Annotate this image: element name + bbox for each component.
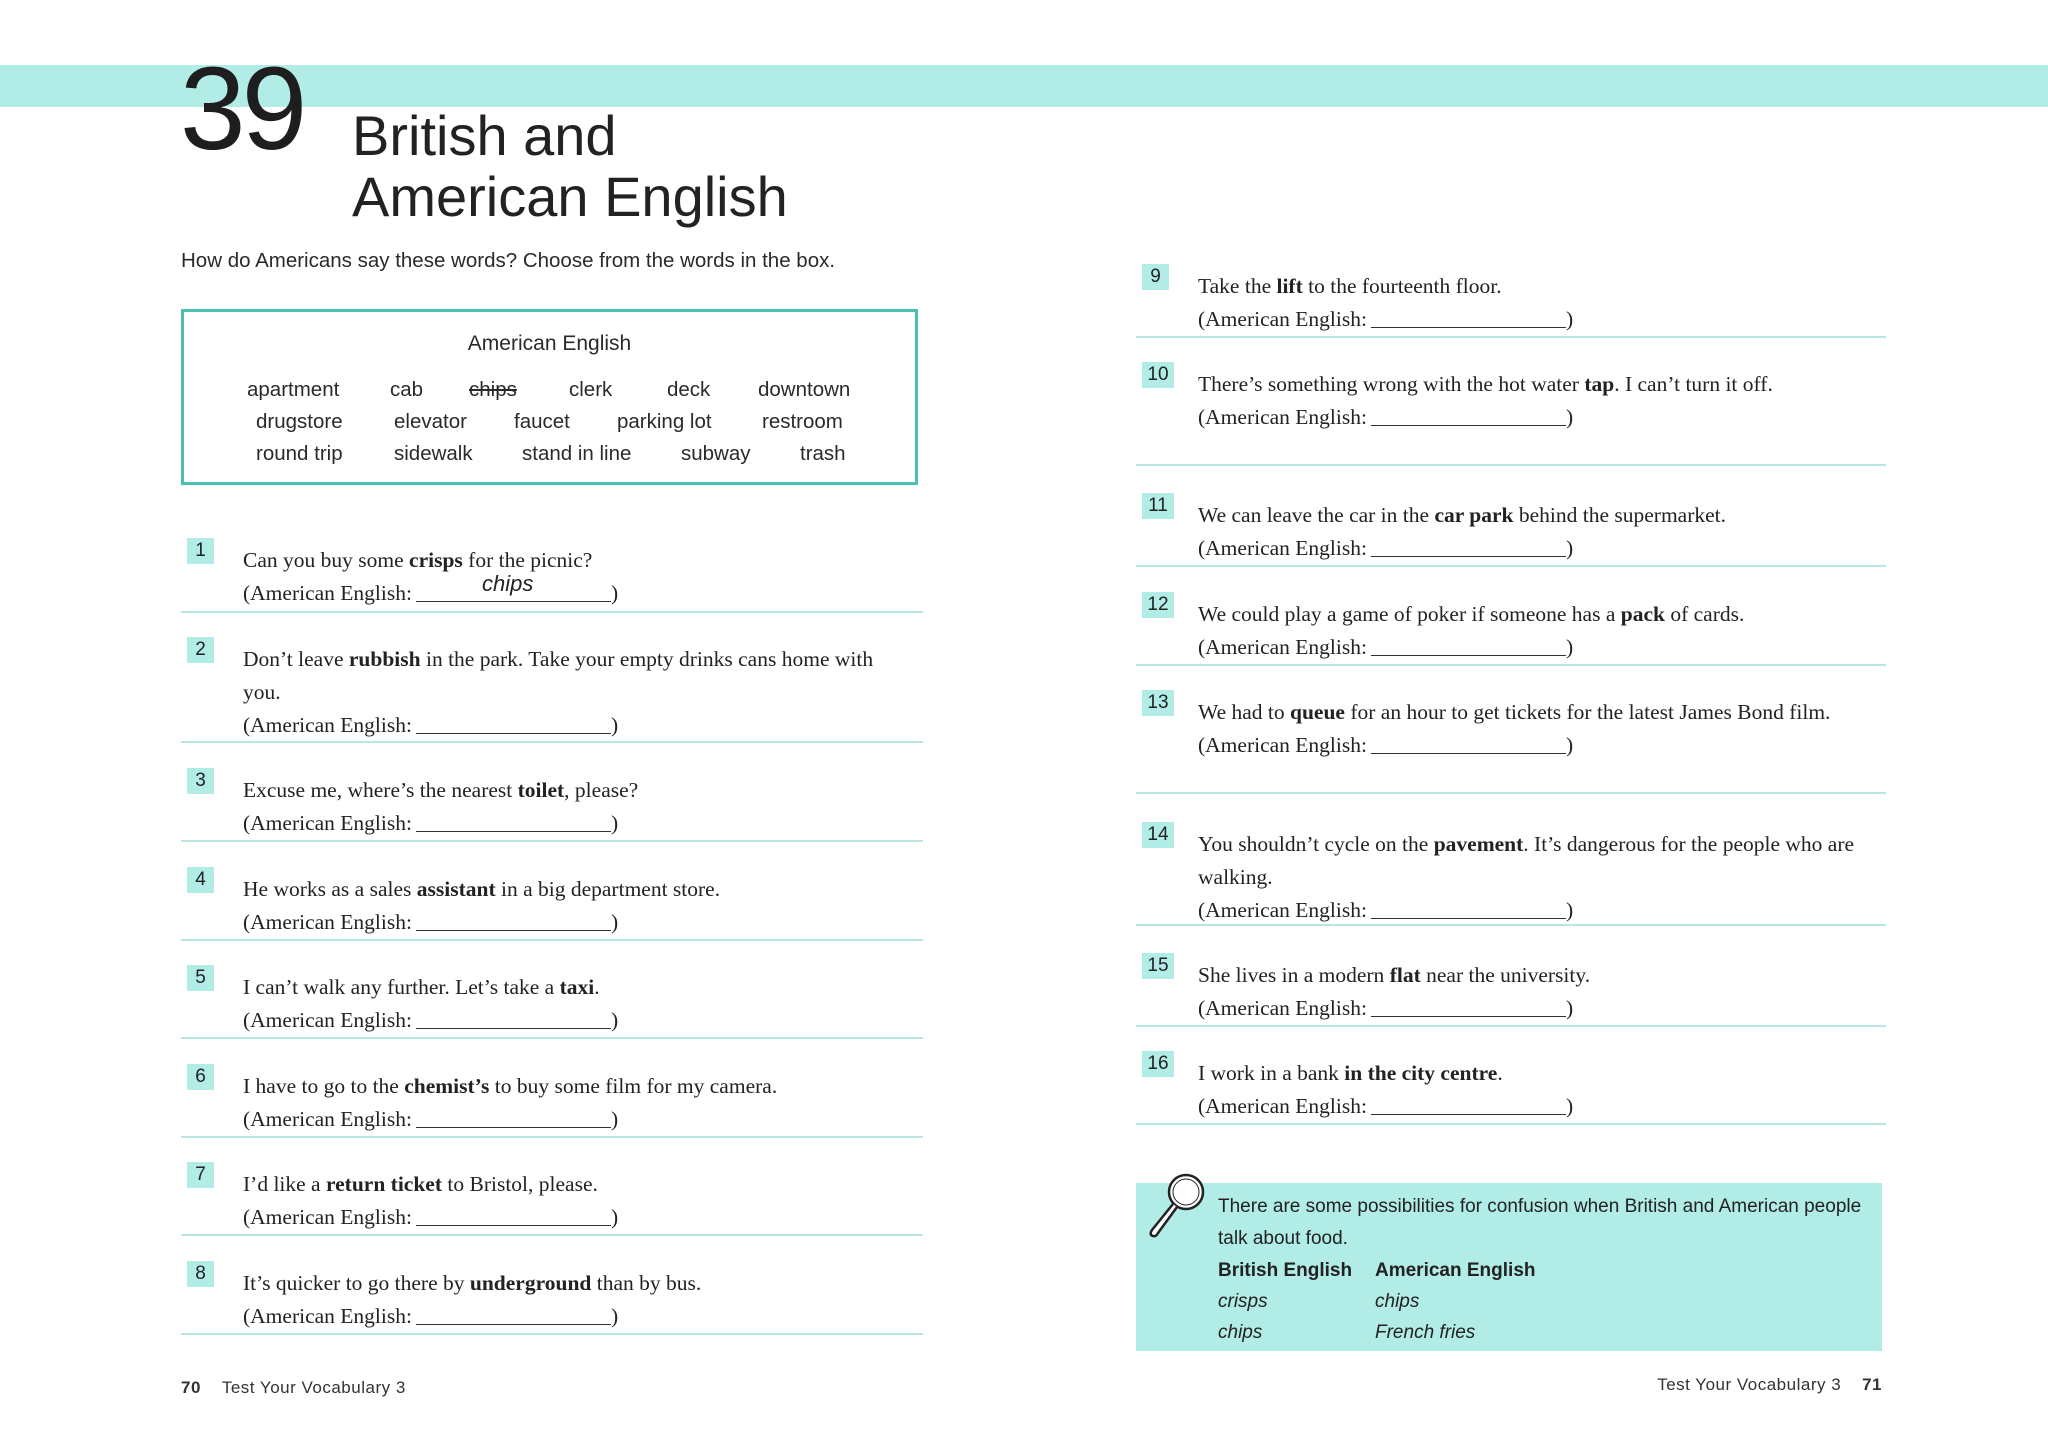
unit-title-line2: American English — [352, 165, 788, 228]
question-16 — [1136, 1043, 1886, 1125]
word-box-word: faucet — [514, 410, 570, 433]
question-text: There’s something wrong with the hot water tap. I can’t turn it off. (American English: ) — [1198, 372, 1773, 429]
answer-blank[interactable] — [416, 906, 611, 931]
question-number: 13 — [1142, 690, 1174, 716]
target-word: crisps — [409, 548, 463, 572]
word-box-word: stand in line — [522, 442, 632, 465]
question-number: 7 — [187, 1162, 214, 1188]
question-11 — [1136, 485, 1886, 567]
question-number: 14 — [1142, 822, 1174, 848]
tip-cell: crisps — [1218, 1291, 1268, 1312]
instruction: How do Americans say these words? Choose from the words in the box. — [181, 249, 836, 272]
target-word: flat — [1389, 963, 1421, 987]
question-10 — [1136, 354, 1886, 466]
page-number: 71 — [1862, 1375, 1882, 1394]
question-text: Take the lift to the fourteenth floor. (American English: ) — [1198, 274, 1574, 331]
question-text: I have to go to the chemist’s to buy some film for my camera. (American English: ) — [243, 1074, 778, 1131]
answer-blank[interactable] — [1371, 729, 1566, 754]
target-word: underground — [469, 1271, 592, 1295]
target-word: assistant — [416, 877, 496, 901]
question-7 — [181, 1154, 923, 1236]
footer-right — [1657, 1375, 1882, 1395]
answer-blank[interactable] — [1371, 401, 1566, 426]
tip-cell: chips — [1218, 1322, 1263, 1343]
question-number: 10 — [1142, 362, 1174, 388]
target-word: chemist’s — [404, 1074, 490, 1098]
word-box-word: elevator — [394, 410, 467, 433]
word-box-word: trash — [800, 442, 846, 465]
question-number: 6 — [187, 1064, 214, 1090]
question-text: We can leave the car in the car park behind the supermarket. (American English: ) — [1198, 503, 1727, 560]
question-number: 4 — [187, 867, 214, 893]
unit-number: 39 — [180, 43, 304, 175]
word-box-word: restroom — [762, 410, 843, 433]
book-title: Test Your Vocabulary 3 — [221, 1378, 406, 1397]
word-box-word: clerk — [569, 378, 613, 401]
word-box-word: cab — [390, 378, 424, 401]
question-8 — [181, 1253, 923, 1335]
question-number: 16 — [1142, 1051, 1174, 1077]
word-box — [181, 309, 918, 485]
word-box-word: subway — [681, 442, 751, 465]
question-text: Can you buy some crisps for the picnic? (American English: chips ) — [243, 548, 619, 605]
unit-title — [352, 105, 788, 227]
question-5 — [181, 957, 923, 1039]
answer-blank[interactable] — [1371, 303, 1566, 328]
answer-blank[interactable] — [1371, 631, 1566, 656]
word-box-word: downtown — [758, 378, 851, 401]
answer-blank[interactable] — [1371, 992, 1566, 1017]
tip-cell: French fries — [1375, 1322, 1476, 1343]
question-text: She lives in a modern flat near the university. (American English: ) — [1198, 963, 1591, 1020]
question-9 — [1136, 256, 1886, 338]
question-4 — [181, 859, 923, 941]
question-number: 9 — [1142, 264, 1169, 290]
question-text: You shouldn’t cycle on the pavement. It’s dangerous for the people who are walking. (American English: ) — [1198, 832, 1855, 922]
tip-box — [1136, 1183, 1882, 1351]
word-box-word: drugstore — [256, 410, 343, 433]
question-number: 3 — [187, 768, 214, 794]
question-15 — [1136, 945, 1886, 1027]
answer-blank[interactable] — [416, 709, 611, 734]
answer-blank[interactable] — [1371, 894, 1566, 919]
question-text: I work in a bank in the city centre. (American English: ) — [1198, 1061, 1574, 1118]
target-word: return ticket — [325, 1172, 443, 1196]
question-number: 8 — [187, 1261, 214, 1287]
header-band — [0, 65, 2048, 107]
target-word: tap — [1584, 372, 1615, 396]
question-number: 2 — [187, 637, 214, 663]
word-box-word-crossed-out: chips — [469, 378, 517, 401]
target-word: car park — [1434, 503, 1514, 527]
answer-blank[interactable] — [1371, 532, 1566, 557]
target-word: pavement — [1433, 832, 1524, 856]
book-title: Test Your Vocabulary 3 — [1657, 1375, 1842, 1394]
tip-text: There are some possibilities for confusion when British and American people talk about food. — [1218, 1196, 1862, 1249]
question-text: I’d like a return ticket to Bristol, please. (American English: ) — [243, 1172, 619, 1229]
answer-blank[interactable] — [416, 571, 611, 602]
word-box-word: round trip — [256, 442, 343, 465]
target-word: lift — [1276, 274, 1303, 298]
question-number: 11 — [1142, 493, 1174, 519]
question-number: 5 — [187, 965, 214, 991]
answer-value: chips — [481, 571, 534, 596]
word-box-word: deck — [667, 378, 711, 401]
word-box-title: American English — [467, 332, 632, 355]
tip-column-british — [1218, 1255, 1352, 1348]
question-text: He works as a sales assistant in a big department store. (American English: ) — [243, 877, 721, 934]
question-number: 1 — [187, 538, 214, 564]
question-text: We could play a game of poker if someone has a pack of cards. (American English: ) — [1198, 602, 1745, 659]
word-box-word: apartment — [247, 378, 340, 401]
tip-cell: chips — [1375, 1291, 1420, 1312]
question-number: 15 — [1142, 953, 1174, 979]
question-text: Excuse me, where’s the nearest toilet, please? (American English: ) — [243, 778, 639, 835]
unit-title-line1: British and — [352, 104, 617, 167]
answer-blank[interactable] — [416, 1103, 611, 1128]
target-word: taxi — [559, 975, 595, 999]
answer-blank[interactable] — [416, 1004, 611, 1029]
question-14 — [1136, 814, 1886, 926]
question-6 — [181, 1056, 923, 1138]
footer-left — [181, 1378, 406, 1398]
answer-blank[interactable] — [1371, 1090, 1566, 1115]
answer-blank[interactable] — [416, 1201, 611, 1226]
target-word: rubbish — [348, 647, 421, 671]
question-1 — [181, 530, 923, 613]
question-text: We had to queue for an hour to get tickets for the latest James Bond film. (American English: ) — [1198, 700, 1831, 757]
target-word: toilet — [517, 778, 565, 802]
target-word: in the city centre — [1344, 1061, 1498, 1085]
question-2 — [181, 629, 923, 743]
word-box-word: parking lot — [617, 410, 712, 433]
page-number: 70 — [181, 1378, 201, 1397]
question-12 — [1136, 584, 1886, 666]
answer-blank[interactable] — [416, 1300, 611, 1325]
tip-header-british: British English — [1218, 1260, 1353, 1281]
target-word: pack — [1620, 602, 1665, 626]
target-word: queue — [1290, 700, 1345, 724]
answer-blank[interactable] — [416, 807, 611, 832]
magnifying-glass-icon — [1144, 1170, 1210, 1240]
word-box-word: sidewalk — [394, 442, 473, 465]
question-text: It’s quicker to go there by underground than by bus. (American English: ) — [243, 1271, 702, 1328]
tip-column-american — [1375, 1255, 1536, 1348]
question-3 — [181, 760, 923, 842]
question-13 — [1136, 682, 1886, 794]
question-text: Don’t leave rubbish in the park. Take your empty drinks cans home with you. (American English: ) — [243, 647, 874, 737]
question-number: 12 — [1142, 592, 1174, 618]
tip-header-american: American English — [1375, 1260, 1536, 1281]
question-text: I can’t walk any further. Let’s take a taxi. (American English: ) — [243, 975, 619, 1032]
